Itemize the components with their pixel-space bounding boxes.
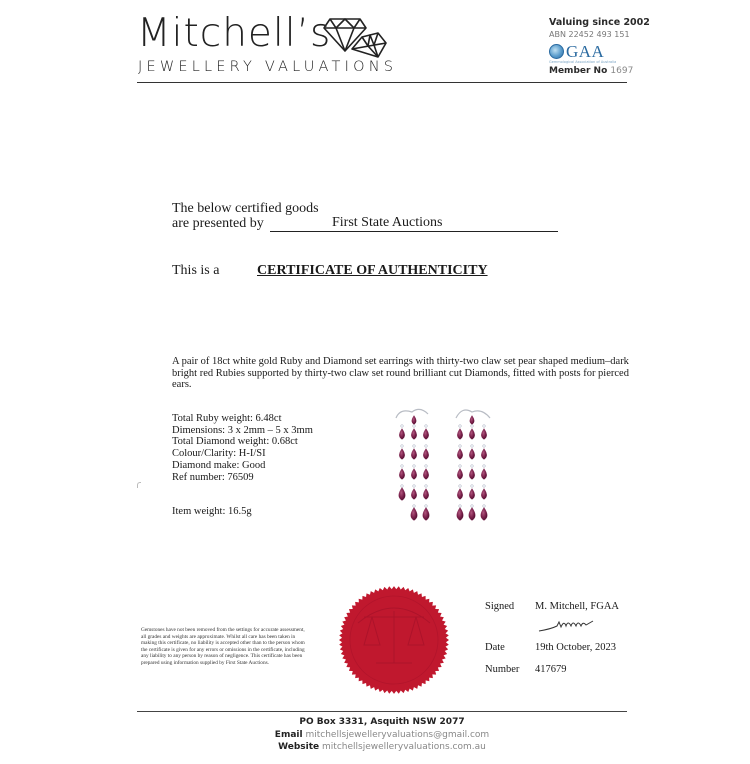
diamond-stone (459, 465, 462, 468)
certificate-title: CERTIFICATE OF AUTHENTICITY (257, 263, 488, 278)
spec-dimensions: Dimensions: 3 x 2mm – 5 x 3mm (172, 424, 313, 436)
spec-ruby-weight: Total Ruby weight: 6.48ct (172, 413, 282, 424)
ruby-stone (481, 449, 487, 460)
ruby-stone (469, 508, 476, 521)
diamond-stone (425, 425, 428, 428)
website-link[interactable]: mitchellsjewelleryvaluations.com.au (322, 742, 486, 752)
ruby-stone (399, 449, 405, 460)
diamond-stone (401, 465, 404, 468)
gaa-fullname: Gemmological Association of Australia (549, 59, 617, 64)
ruby-stone (423, 449, 429, 460)
ruby-stone (469, 449, 475, 460)
diamond-stone (425, 465, 428, 468)
signature-mark (537, 617, 595, 633)
ruby-stone (470, 416, 475, 425)
footer-email (137, 731, 627, 740)
email-label: Email (274, 730, 303, 740)
right-earring (457, 416, 488, 521)
item-weight: Item weight: 16.5g (172, 506, 252, 517)
item-description: A pair of 18ct white gold Ruby and Diamond set earrings with thirty-two claw set pear shaped medium–dark bright red Rubies supported by thirty-two claw set round brilliant cut Diamonds, fitted with posts for pierced ears. (172, 356, 629, 390)
signed-value: M. Mitchell, FGAA (535, 601, 619, 612)
ruby-stone (423, 489, 429, 500)
ruby-stone (457, 429, 463, 440)
footer-website (137, 743, 627, 752)
certificate-prefix: This is a (172, 263, 220, 278)
ruby-stone (411, 429, 417, 440)
diamonds-icon (322, 17, 388, 59)
left-earring (399, 416, 430, 521)
ruby-stone (423, 508, 430, 521)
brand-subtitle: JEWELLERY VALUATIONS (138, 59, 398, 75)
stray-mark (137, 482, 141, 488)
certificate-seal (334, 583, 454, 698)
ruby-stone (411, 469, 417, 480)
gaa-text: GAA (566, 41, 605, 61)
ruby-stone (481, 469, 487, 480)
website-label: Website (278, 742, 320, 752)
brand-name: Mitchell’s (137, 11, 332, 56)
membership-badge (549, 18, 650, 76)
ruby-stone (423, 429, 429, 440)
diamond-stone (459, 425, 462, 428)
ruby-stone (457, 449, 463, 460)
ruby-stone (457, 469, 463, 480)
diamond-stone (459, 505, 462, 508)
footer-address: PO Box 3331, Asquith NSW 2077 (299, 717, 465, 727)
diamond-stone (413, 425, 416, 428)
diamond-stone (413, 445, 416, 448)
diamond-stone (413, 485, 416, 488)
diamond-stone (425, 505, 428, 508)
ruby-stone (469, 489, 475, 500)
spec-ref-number: Ref number: 76509 (172, 471, 254, 483)
diamond-stone (459, 485, 462, 488)
header-divider (137, 82, 627, 83)
ruby-stone (412, 416, 417, 425)
globe-icon (549, 44, 564, 59)
signed-label: Signed (485, 601, 515, 612)
ruby-stone (423, 469, 429, 480)
ruby-stone (469, 469, 475, 480)
diamond-stone (471, 485, 474, 488)
earrings-photo (382, 404, 506, 534)
diamond-stone (483, 505, 486, 508)
diamond-stone (483, 425, 486, 428)
ruby-stone (399, 469, 405, 480)
intro-line-2: are presented by (172, 216, 264, 231)
diamond-stone (401, 485, 404, 488)
diamond-stone (425, 485, 428, 488)
spec-diamond-weight: Total Diamond weight: 0.68ct (172, 436, 298, 448)
spec-colour-clarity: Colour/Clarity: H-I/SI (172, 448, 266, 460)
diamond-stone (483, 485, 486, 488)
presenter-field (270, 216, 558, 232)
ruby-stone (481, 489, 487, 500)
abn-number: ABN 22452 493 151 (549, 29, 630, 39)
spec-list (172, 413, 313, 483)
member-label: Member No (549, 66, 608, 76)
gaa-logo (549, 43, 650, 60)
email-link[interactable]: mitchellsjewelleryvaluations@gmail.com (305, 730, 490, 740)
number-label: Number (485, 664, 520, 675)
valuing-since: Valuing since 2002 (549, 17, 650, 28)
diamond-stone (425, 445, 428, 448)
diamond-stone (471, 445, 474, 448)
ruby-stone (481, 429, 487, 440)
footer-divider (137, 711, 627, 712)
intro-line-1: The below certified goods (172, 201, 319, 216)
diamond-stone (401, 425, 404, 428)
member-number (549, 67, 650, 76)
ruby-stone (411, 508, 418, 521)
ruby-stone (411, 449, 417, 460)
diamond-stone (401, 445, 404, 448)
diamond-stone (459, 445, 462, 448)
certificate-number: 417679 (535, 664, 567, 675)
diamond-stone (413, 505, 416, 508)
diamond-stone (471, 425, 474, 428)
diamond-stone (471, 465, 474, 468)
presenter-name: First State Auctions (332, 215, 443, 230)
ruby-stone (399, 488, 406, 501)
disclaimer-text: Gemstones have not been removed from the settings for accurate assessment, all grades and weights are approximate. Whilst all care has been taken in making this certificate, no liability is accepted other than to the person whom the certificate is given for any errors or omissions in the certificate, including any liability to any person by reason of negligence. This certificate has been prepared using information supplied by First State Auctions. (141, 627, 305, 666)
diamond-stone (483, 465, 486, 468)
ruby-stone (481, 508, 488, 521)
ruby-stone (399, 429, 405, 440)
diamond-stone (471, 505, 474, 508)
date-value: 19th October, 2023 (535, 642, 616, 653)
member-value: 1697 (610, 66, 634, 76)
ruby-stone (457, 508, 464, 521)
ruby-stone (457, 489, 463, 500)
ruby-stone (469, 429, 475, 440)
ruby-stone (411, 489, 417, 500)
diamond-stone (413, 465, 416, 468)
spec-diamond-make: Diamond make: Good (172, 459, 266, 471)
diamond-stone (483, 445, 486, 448)
date-label: Date (485, 642, 505, 653)
